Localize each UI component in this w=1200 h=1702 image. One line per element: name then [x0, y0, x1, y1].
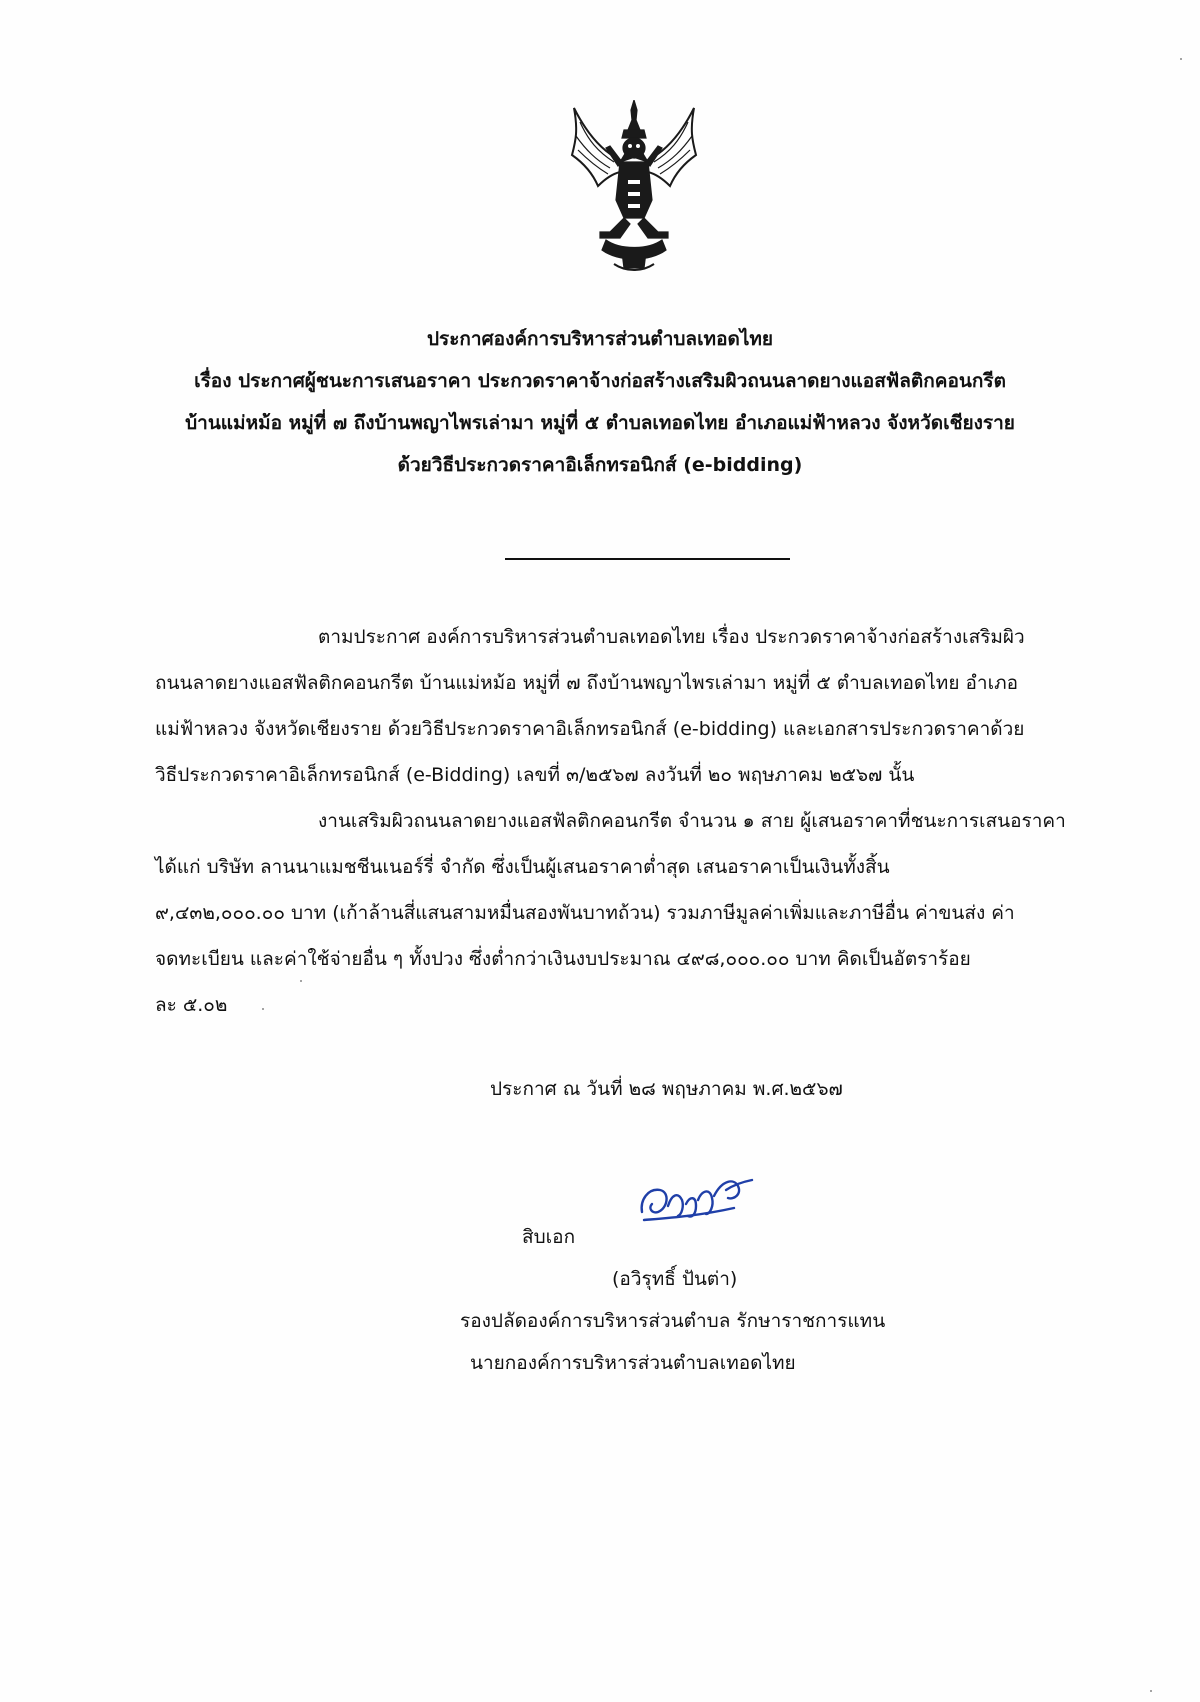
para2-line: งานเสริมผิวถนนลาดยางแอสฟัลติกคอนกรีต จำนวน ๑ สาย ผู้เสนอราคาที่ชนะการเสนอราคา [318, 810, 1066, 832]
scan-speck [262, 1008, 264, 1010]
para1-line: ถนนลาดยางแอสฟัลติกคอนกรีต บ้านแม่หม้อ หมู่ที่ ๗ ถึงบ้านพญาไพรเล่ามา หมู่ที่ ๕ ตำบลเทอดไทย อำเภอ [155, 672, 1019, 694]
para2-line: ละ ๕.๐๒ [155, 994, 228, 1016]
heading-divider [505, 558, 790, 560]
scan-speck [300, 980, 302, 982]
announcement-subject-line2: บ้านแม่หม้อ หมู่ที่ ๗ ถึงบ้านพญาไพรเล่ามา หมู่ที่ ๕ ตำบลเทอดไทย อำเภอแม่ฟ้าหลวง จังหวัดเชียงราย [185, 412, 1015, 434]
scan-speck [1150, 1690, 1152, 1692]
para2-line: จดทะเบียน และค่าใช้จ่ายอื่น ๆ ทั้งปวง ซึ่งต่ำกว่าเงินงบประมาณ ๔๙๘,๐๐๐.๐๐ บาท คิดเป็นอัตราร้อย [155, 948, 971, 970]
announcement-date: ประกาศ ณ วันที่ ๒๘ พฤษภาคม พ.ศ.๒๕๖๗ [490, 1078, 843, 1100]
signer-position-line1: รองปลัดองค์การบริหารส่วนตำบล รักษาราชการแทน [460, 1310, 886, 1332]
garuda-emblem-icon [570, 100, 698, 272]
para1-line: วิธีประกวดราคาอิเล็กทรอนิกส์ (e-Bidding) เลขที่ ๓/๒๕๖๗ ลงวันที่ ๒๐ พฤษภาคม ๒๕๖๗ นั้น [155, 764, 915, 786]
announcement-title: ประกาศองค์การบริหารส่วนตำบลเทอดไทย [426, 328, 774, 350]
handwritten-signature [638, 1170, 758, 1230]
signer-rank: สิบเอก [522, 1226, 576, 1248]
announcement-subject-line3: ด้วยวิธีประกวดราคาอิเล็กทรอนิกส์ (e-bidding) [397, 454, 803, 476]
scan-speck [1180, 58, 1182, 60]
para2-line: ได้แก่ บริษัท ลานนาแมชชีนเนอร์รี่ จำกัด ซึ่งเป็นผู้เสนอราคาต่ำสุด เสนอราคาเป็นเงินทั้งสิ้น [155, 856, 890, 878]
announcement-subject-line1: เรื่อง ประกาศผู้ชนะการเสนอราคา ประกวดราคาจ้างก่อสร้างเสริมผิวถนนลาดยางแอสฟัลติกคอนกรีต [194, 370, 1006, 392]
signer-position-line2: นายกองค์การบริหารส่วนตำบลเทอดไทย [470, 1352, 796, 1374]
signer-name: (อวิรุทธิ์ ปันต่า) [612, 1268, 738, 1290]
para1-line: แม่ฟ้าหลวง จังหวัดเชียงราย ด้วยวิธีประกวดราคาอิเล็กทรอนิกส์ (e-bidding) และเอกสารประกวดราคาด้วย [155, 718, 1025, 740]
para1-line: ตามประกาศ องค์การบริหารส่วนตำบลเทอดไทย เรื่อง ประกวดราคาจ้างก่อสร้างเสริมผิว [318, 626, 1025, 648]
para2-line: ๙,๔๓๒,๐๐๐.๐๐ บาท (เก้าล้านสี่แสนสามหมื่นสองพันบาทถ้วน) รวมภาษีมูลค่าเพิ่มและภาษีอื่น ค่าขนส่ง ค่า [155, 902, 1015, 924]
